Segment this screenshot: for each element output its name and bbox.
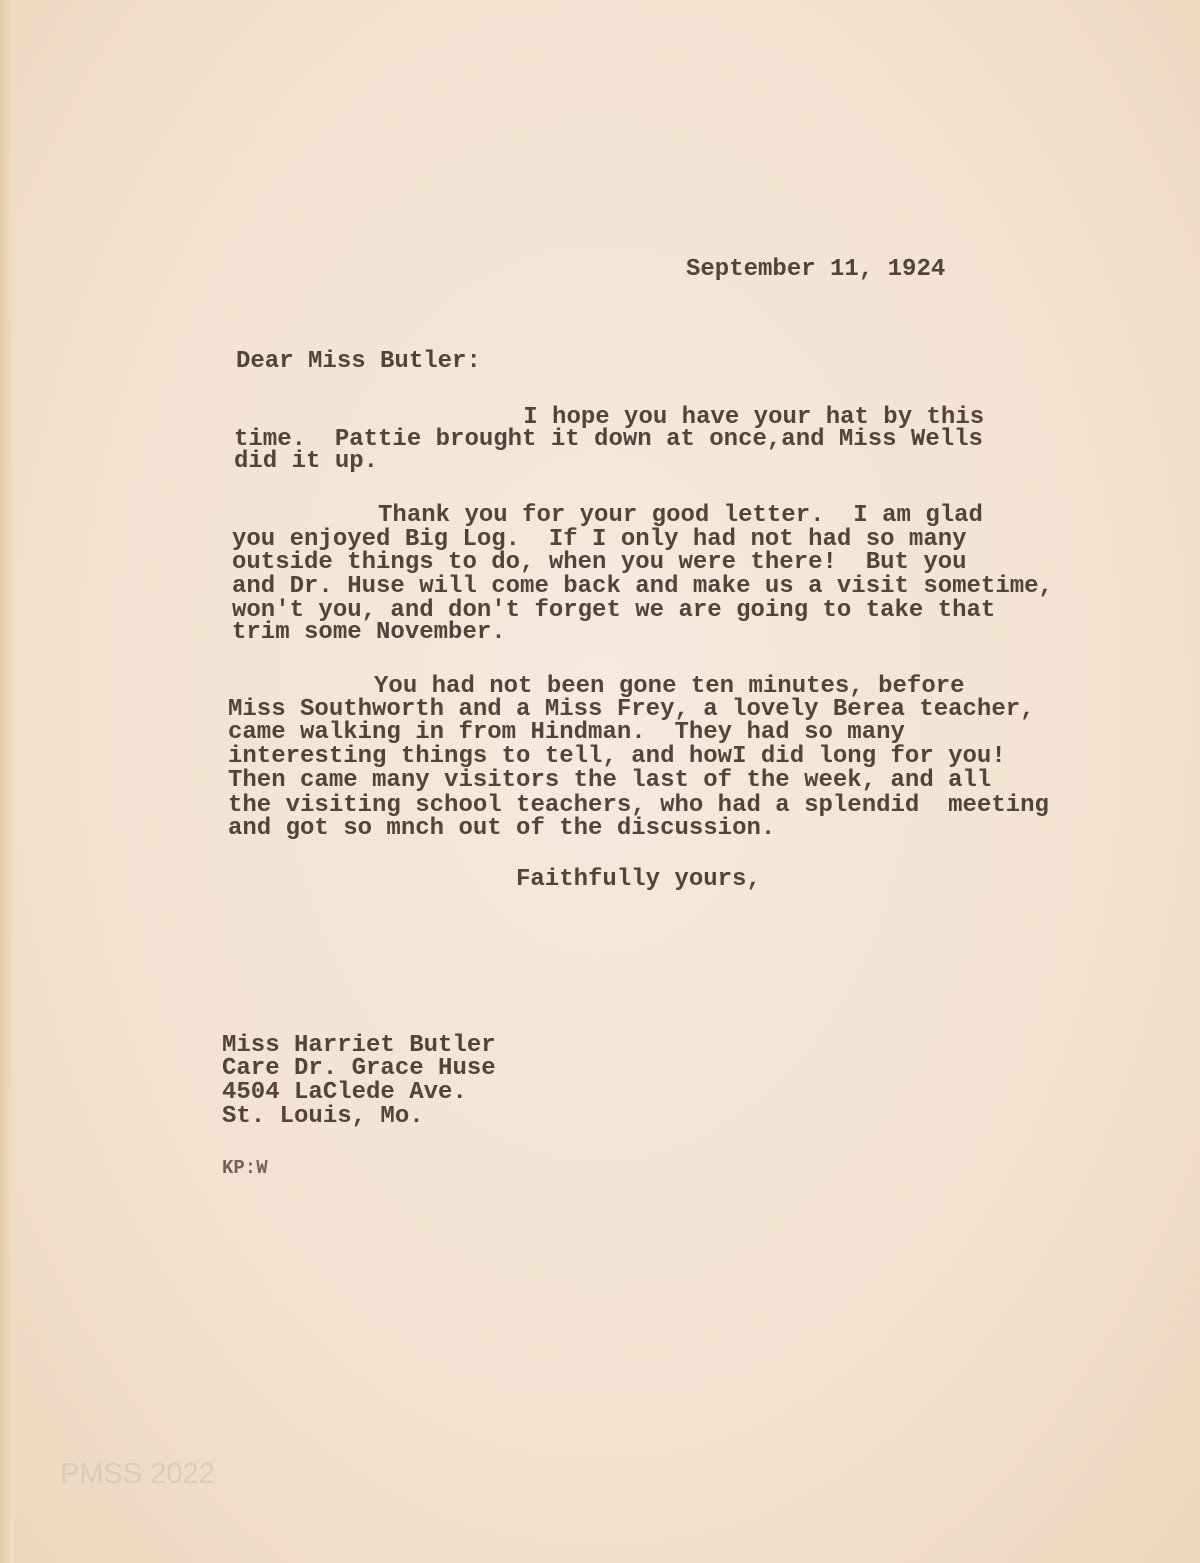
text-line: You had not been gone ten minutes, before bbox=[230, 673, 965, 700]
address-line: Care Dr. Grace Huse bbox=[222, 1055, 496, 1082]
letter-date: September 11, 1924 bbox=[686, 256, 946, 283]
address-line: Miss Harriet Butler bbox=[222, 1032, 496, 1059]
text-line: and got so mnch out of the discussion. bbox=[228, 815, 776, 842]
text-line: Miss Southworth and a Miss Frey, a lovely Berea teacher, bbox=[228, 696, 1035, 723]
text-line: won't you, and don't forget we are going to take that bbox=[232, 597, 996, 624]
watermark: PMSS 2022 bbox=[60, 1458, 215, 1490]
text-line: I hope you have your hat by this bbox=[264, 404, 985, 431]
text-line: outside things to do, when you were there! But you bbox=[232, 549, 967, 576]
text-line: and Dr. Huse will come back and make us a visit sometime, bbox=[232, 573, 1053, 600]
text-line: Thank you for your good letter. I am glad bbox=[234, 502, 983, 529]
text-line: came walking in from Hindman. They had so many bbox=[228, 719, 905, 746]
text-line: interesting things to tell, and howI did long for you! bbox=[228, 743, 1006, 770]
text-line: did it up. bbox=[234, 448, 379, 475]
text-line: Then came many visitors the last of the week, and all bbox=[228, 767, 992, 794]
text-line: time. Pattie brought it down at once,and Miss Wells bbox=[234, 426, 983, 453]
address-line: St. Louis, Mo. bbox=[222, 1103, 424, 1130]
text-line: the visiting school teachers, who had a splendid meeting bbox=[228, 792, 1049, 819]
typist-initials: KP:W bbox=[222, 1157, 268, 1179]
address-line: 4504 LaClede Ave. bbox=[222, 1079, 467, 1106]
paper-edge bbox=[0, 0, 14, 1563]
salutation: Dear Miss Butler: bbox=[236, 348, 481, 375]
closing: Faithfully yours, bbox=[516, 866, 761, 893]
text-line: you enjoyed Big Log. If I only had not had so many bbox=[232, 526, 967, 553]
text-line: trim some November. bbox=[232, 619, 506, 646]
